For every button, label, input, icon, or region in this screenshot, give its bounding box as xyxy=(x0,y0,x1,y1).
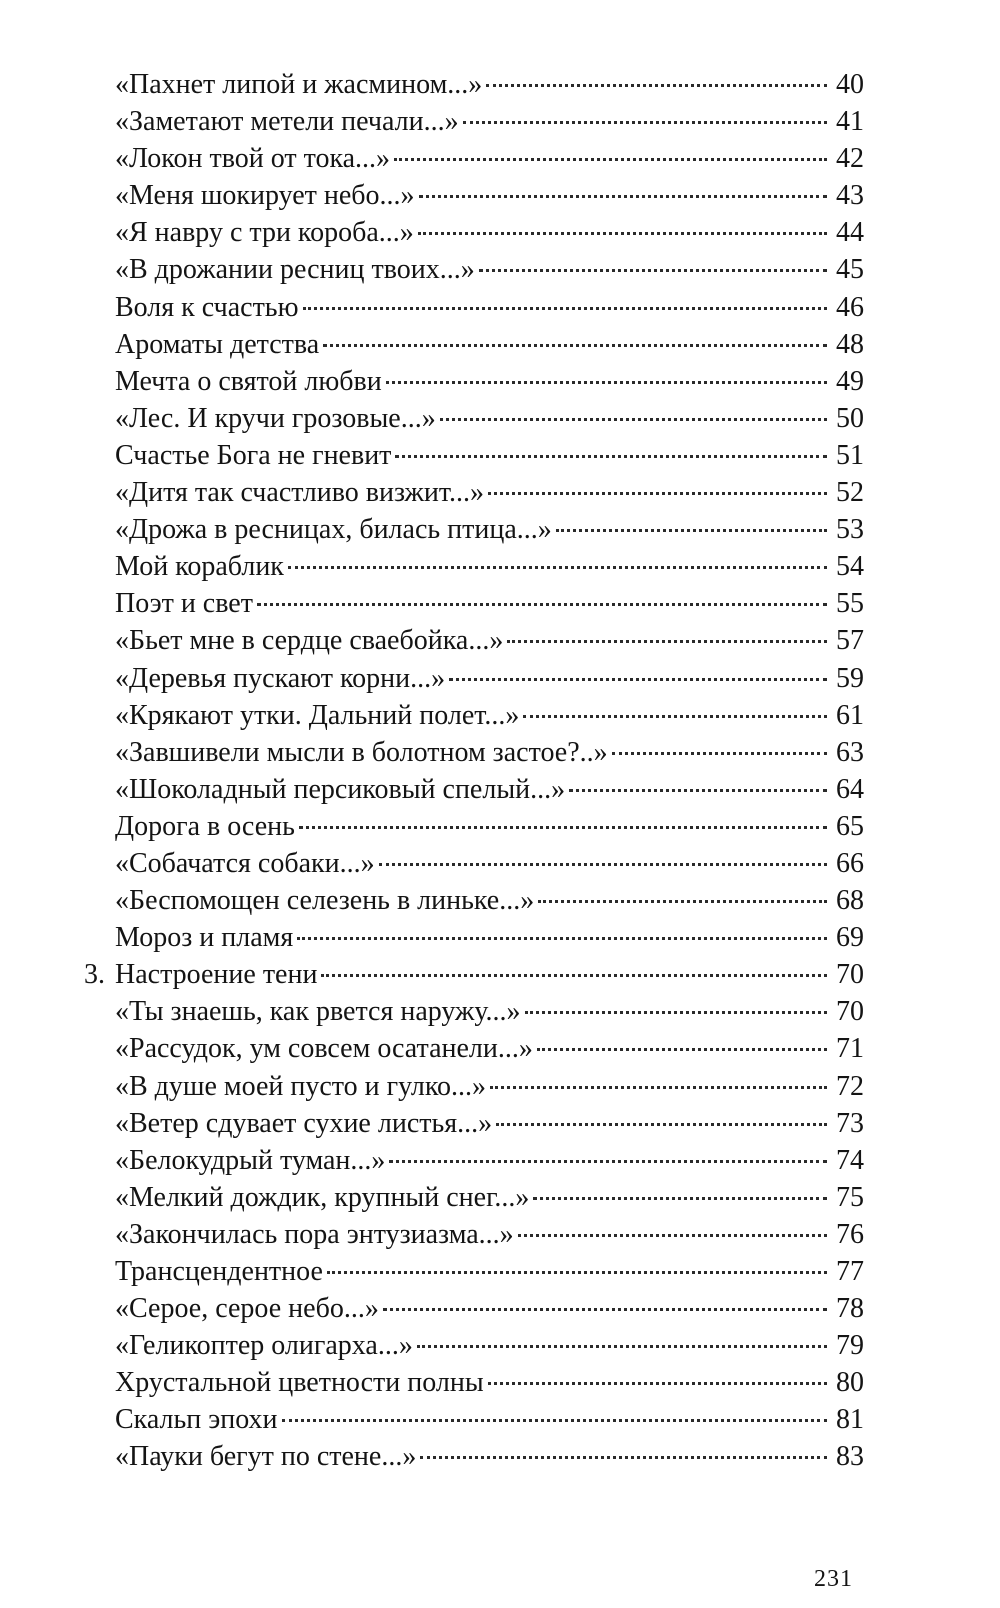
entry-title: «Завшивели мысли в болотном застое?..» xyxy=(115,736,608,768)
toc-entry xyxy=(84,363,864,400)
dot-leader xyxy=(323,344,827,347)
entry-title: Трансцендентное xyxy=(115,1256,323,1287)
entry-title: Скальп эпохи xyxy=(115,1404,278,1436)
entry-title: «Закончилась пора энтузиазма...» xyxy=(115,1218,514,1250)
entry-title: «Белокудрый туман...» xyxy=(115,1144,386,1176)
toc-entry xyxy=(84,771,864,808)
toc-entry xyxy=(84,1253,864,1290)
dot-leader xyxy=(612,752,827,755)
page-number: 59 xyxy=(836,662,864,694)
entry-title: «Мелкий дождик, крупный снег...» xyxy=(115,1181,530,1213)
toc-entry xyxy=(84,251,864,288)
toc-entry xyxy=(84,845,864,882)
toc-entry xyxy=(84,622,864,659)
toc-entry xyxy=(84,1179,864,1216)
page-number: 70 xyxy=(836,959,864,991)
page-number: 48 xyxy=(836,328,864,360)
toc-entry xyxy=(84,697,864,734)
dot-leader xyxy=(569,789,827,792)
entry-title: Поэт и свет xyxy=(115,588,253,620)
page-number: 78 xyxy=(836,1293,864,1325)
entry-title: «Шоколадный персиковый спелый...» xyxy=(115,773,566,805)
toc-entry xyxy=(84,808,864,845)
entry-title: Мороз и пламя xyxy=(115,922,294,954)
dot-leader xyxy=(417,1345,827,1348)
dot-leader xyxy=(386,381,827,384)
page-number: 53 xyxy=(836,514,864,546)
dot-leader xyxy=(327,1271,827,1274)
entry-title: «Пауки бегут по стене...» xyxy=(115,1441,417,1473)
toc-entry xyxy=(84,400,864,437)
dot-leader xyxy=(488,1382,827,1385)
table-of-contents xyxy=(84,66,864,1476)
entry-title: Ароматы детства xyxy=(115,328,320,360)
page-number: 66 xyxy=(836,847,864,879)
dot-leader xyxy=(297,937,827,940)
page-number: 83 xyxy=(836,1441,864,1473)
page-number: 44 xyxy=(836,217,864,249)
entry-title: «Рассудок, ум совсем осатанели...» xyxy=(115,1033,533,1065)
folio-page-number: 231 xyxy=(814,1566,853,1592)
toc-entry xyxy=(84,993,864,1030)
entry-title: Счастье Бога не гневит xyxy=(115,439,392,471)
entry-title: «Лес. И кручи грозовые...» xyxy=(115,402,436,434)
page-number: 63 xyxy=(836,736,864,768)
dot-leader xyxy=(389,1160,827,1163)
toc-entry xyxy=(84,1068,864,1105)
page-number: 74 xyxy=(836,1144,864,1176)
toc-entry xyxy=(84,1401,864,1438)
toc-entry xyxy=(84,140,864,177)
page-number: 68 xyxy=(836,885,864,917)
entry-title: «В душе моей пусто и гулко...» xyxy=(115,1070,487,1102)
toc-entry xyxy=(84,548,864,585)
page-number: 75 xyxy=(836,1181,864,1213)
page-number: 46 xyxy=(836,291,864,323)
entry-title: «Заметают метели печали...» xyxy=(115,106,459,138)
entry-title: «В дрожании ресниц твоих...» xyxy=(115,254,475,286)
page-number: 64 xyxy=(836,773,864,805)
toc-entry xyxy=(84,919,864,956)
dot-leader xyxy=(488,492,827,495)
dot-leader xyxy=(463,121,827,124)
page-number: 65 xyxy=(836,810,864,842)
page-number: 73 xyxy=(836,1107,864,1139)
entry-title: «Я навру с три короба...» xyxy=(115,217,414,249)
entry-title: Мечта о святой любви xyxy=(115,365,382,397)
page-number: 54 xyxy=(836,551,864,583)
dot-leader xyxy=(523,715,827,718)
toc-entry xyxy=(84,1216,864,1253)
entry-title: «Пахнет липой и жасмином...» xyxy=(115,69,483,100)
entry-title: «Дитя так счастливо визжит...» xyxy=(115,477,484,509)
entry-title: «Бьет мне в сердце сваебойка...» xyxy=(115,625,504,657)
dot-leader xyxy=(299,826,827,829)
dot-leader xyxy=(533,1197,827,1200)
toc-entry xyxy=(84,1438,864,1475)
page-number: 72 xyxy=(836,1070,864,1102)
dot-leader xyxy=(288,566,827,569)
page-number: 52 xyxy=(836,477,864,509)
dot-leader xyxy=(537,1048,827,1051)
dot-leader xyxy=(490,1086,827,1089)
toc-entry xyxy=(84,1105,864,1142)
page-number: 70 xyxy=(836,996,864,1028)
dot-leader xyxy=(538,900,827,903)
toc-entry xyxy=(84,66,864,103)
dot-leader xyxy=(383,1308,827,1311)
entry-title: Хрустальной цветности полны xyxy=(115,1367,484,1399)
entry-title: Воля к счастью xyxy=(115,291,299,323)
entry-title: «Дрожа в ресницах, билась птица...» xyxy=(115,514,552,546)
page-number: 41 xyxy=(836,106,864,138)
dot-leader xyxy=(303,307,828,310)
page-number: 79 xyxy=(836,1330,864,1362)
page-number: 49 xyxy=(836,365,864,397)
toc-entry xyxy=(84,1290,864,1327)
entry-title: «Геликоптер олигарха...» xyxy=(115,1330,413,1362)
entry-title: Дорога в осень xyxy=(115,810,295,842)
entry-title: «Крякают утки. Дальний полет...» xyxy=(115,699,520,731)
entry-title: «Ветер сдувает сухие листья...» xyxy=(115,1107,493,1139)
toc-entry xyxy=(84,474,864,511)
page-number: 55 xyxy=(836,588,864,620)
dot-leader xyxy=(440,418,827,421)
page-number: 43 xyxy=(836,180,864,212)
dot-leader xyxy=(525,1011,827,1014)
toc-entry xyxy=(84,511,864,548)
dot-leader xyxy=(556,529,827,532)
toc-entry xyxy=(84,660,864,697)
dot-leader xyxy=(479,269,827,272)
toc-entry xyxy=(84,734,864,771)
entry-title: «Деревья пускают корни...» xyxy=(115,662,446,694)
toc-entry xyxy=(84,437,864,474)
toc-entry xyxy=(84,1142,864,1179)
toc-entry xyxy=(84,1364,864,1401)
page-number: 76 xyxy=(836,1218,864,1250)
page-number: 50 xyxy=(836,402,864,434)
entry-title: «Меня шокирует небо...» xyxy=(115,180,415,212)
toc-entry xyxy=(84,1327,864,1364)
entry-title: «Ты знаешь, как рвется наружу...» xyxy=(115,996,521,1028)
entry-title: Мой кораблик xyxy=(115,551,284,583)
entry-title: «Собачатся собаки...» xyxy=(115,847,375,879)
page-number: 80 xyxy=(836,1367,864,1399)
entry-title: «Беспомощен селезень в линьке...» xyxy=(115,885,535,917)
toc-entry xyxy=(84,326,864,363)
toc-entry xyxy=(84,177,864,214)
toc-entry xyxy=(84,882,864,919)
toc-entry xyxy=(84,103,864,140)
dot-leader xyxy=(418,232,827,235)
toc-entry xyxy=(84,214,864,251)
section-number: 3. xyxy=(84,959,105,991)
dot-leader xyxy=(395,455,827,458)
dot-leader xyxy=(282,1419,827,1422)
dot-leader xyxy=(486,84,827,87)
dot-leader xyxy=(420,1456,827,1459)
dot-leader xyxy=(321,974,827,977)
toc-entry xyxy=(84,956,864,993)
dot-leader xyxy=(257,603,827,606)
page-number: 57 xyxy=(836,625,864,657)
page-number: 69 xyxy=(836,922,864,954)
dot-leader xyxy=(449,678,827,681)
entry-title: «Локон твой от тока...» xyxy=(115,143,391,175)
dot-leader xyxy=(419,195,827,198)
dot-leader xyxy=(518,1234,827,1237)
dot-leader xyxy=(507,640,827,643)
toc-entry xyxy=(84,585,864,622)
toc-entry xyxy=(84,289,864,326)
page-number: 45 xyxy=(836,254,864,286)
entry-title: «Серое, серое небо...» xyxy=(115,1293,379,1325)
page-number: 51 xyxy=(836,439,864,471)
entry-title: Настроение тени xyxy=(115,959,318,991)
page-number: 71 xyxy=(836,1033,864,1065)
dot-leader xyxy=(394,158,827,161)
page-number: 81 xyxy=(836,1404,864,1436)
page-number: 77 xyxy=(836,1256,864,1287)
toc-entry xyxy=(84,1030,864,1067)
page-number: 42 xyxy=(836,143,864,175)
dot-leader xyxy=(496,1123,827,1126)
page-number: 40 xyxy=(836,69,864,100)
page-number: 61 xyxy=(836,699,864,731)
dot-leader xyxy=(379,863,827,866)
